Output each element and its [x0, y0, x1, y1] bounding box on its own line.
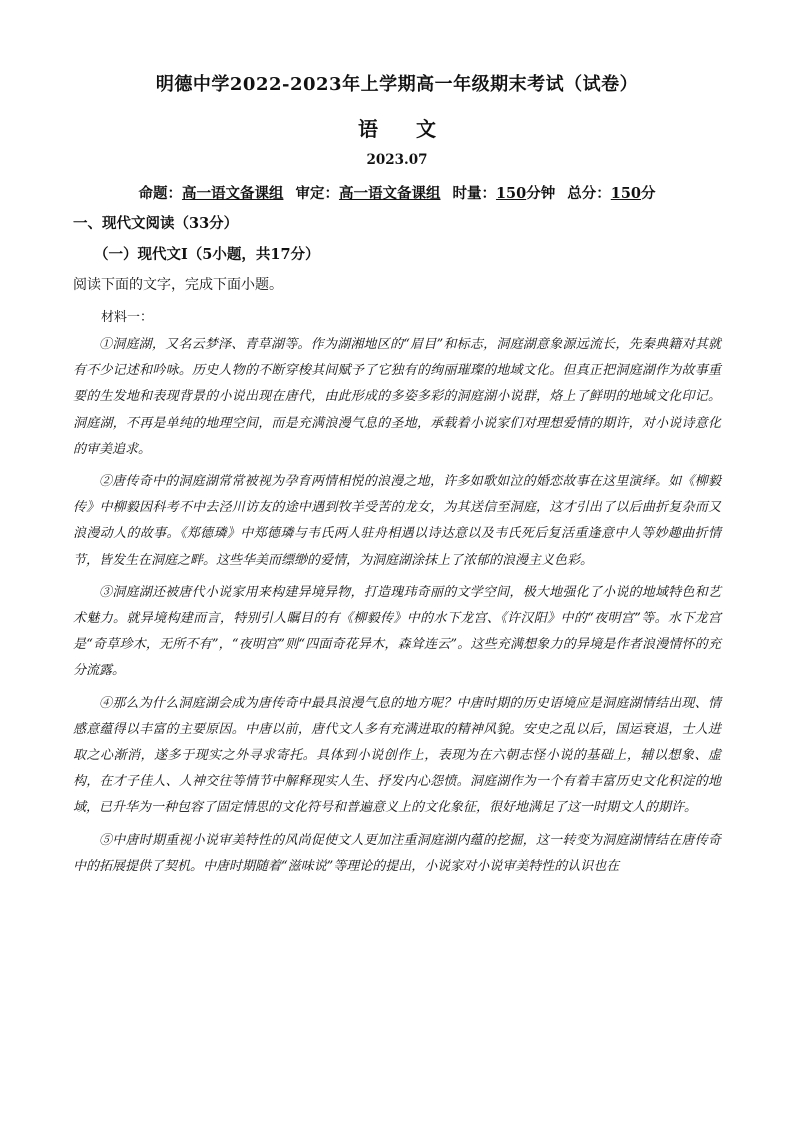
setter-label: 命题：: [138, 185, 182, 202]
subsection-heading: （一）现代文Ⅰ（5小题，共17分）: [94, 246, 320, 263]
paragraph-4: ④那么为什么洞庭湖会成为唐传奇中最具浪漫气息的地方呢？中唐时期的历史语境应是洞庭湖情结出现、情感意蕴得以丰富的主要原因。中唐以前，唐代文人多有充满进取的精神风貌。安史之乱以后，国运衰退，士人进取之心渐消，遂多于现实之外寻求寄托。具体到小说创作上，表现为在六朝志怪小说的基础上，辅以想象、虚构，在才子佳人、人神交往等情节中解释现实人生、抒发内心怨愤。洞庭湖作为一个有着丰富历史文化积淀的地域，已升华为一种包容了固定情思的文化符号和普遍意义上的文化象征，很好地满足了这一时期文人的期许。: [73, 695, 721, 816]
paragraph-3: ③洞庭湖还被唐代小说家用来构建异境异物，打造瑰玮奇丽的文学空间，极大地强化了小说的地域特色和艺术魅力。就异境构建而言，特别引人瞩目的有《柳毅传》中的水下龙宫、《许汉阳》中的“夜明宫”等。水下龙宫是“奇草珍木，无所不有”，“夜明宫”则“四面奇花异木，森耸连云”。这些充满想象力的异境是作者浪漫情怀的充分流露。: [73, 584, 721, 679]
time-value: 150: [495, 185, 527, 202]
reading-instruction: 阅读下面的文字，完成下面小题。: [73, 277, 283, 293]
reviewer-value: 高一语文备课组: [338, 185, 441, 202]
reviewer-label: 审定：: [295, 185, 339, 202]
exam-meta: [0, 182, 794, 203]
subject-char-2: 文: [416, 117, 436, 141]
exam-date: 2023.07: [366, 152, 428, 168]
score-value: 150: [610, 185, 642, 202]
subject-char-1: 语: [358, 117, 378, 141]
score-unit: 分: [641, 185, 656, 202]
time-label: 时量：: [452, 185, 496, 202]
material-label: 材料一：: [101, 310, 154, 325]
paragraph-2: ②唐传奇中的洞庭湖常常被视为孕育两情相悦的浪漫之地，许多如歌如泣的婚恋故事在这里演绎。如《柳毅传》中柳毅因科考不中去泾川访友的途中遇到牧羊受苦的龙女，为其送信至洞庭，这才引出了以后曲折复杂而又浪漫动人的故事。《郑德璘》中郑德璘与韦氏两人驻舟相遇以诗达意以及韦氏死后复活重逢意中人等妙趣曲折情节，皆发生在洞庭之畔。这些华美而缥缈的爱情，为洞庭湖涂抹上了浓郁的浪漫主义色彩。: [73, 474, 721, 568]
setter-value: 高一语文备课组: [181, 185, 284, 202]
passage-body: [73, 332, 721, 886]
paragraph-5: ⑤中唐时期重视小说审美特性的风尚促使文人更加注重洞庭湖内蕴的挖掘，这一转变为洞庭湖情结在唐传奇中的拓展提供了契机。中唐时期随着“滋味说”等理论的提出，小说家对小说审美特性的认识也在: [73, 832, 721, 874]
score-label: 总分：: [567, 185, 611, 202]
section-heading: 一、现代文阅读（33分）: [73, 215, 239, 232]
time-unit: 分钟: [526, 185, 556, 202]
exam-title: 明德中学2022-2023年上学期高一年级期末考试（试卷）: [155, 74, 639, 95]
paragraph-1: ①洞庭湖，又名云梦泽、青草湖等。作为湖湘地区的“眉目”和标志，洞庭湖意象源远流长，先秦典籍对其就有不少记述和吟咏。历史人物的不断穿梭其间赋予了它独有的绚丽璀璨的地域文化。但真正把洞庭湖作为故事重要的生发地和表现背景的小说出现在唐代，由此形成的多姿多彩的洞庭湖小说群，烙上了鲜明的地域文化印记。洞庭湖，不再是单纯的地理空间，而是充满浪漫气息的圣地，承载着小说家们对理想爱情的期许，对小说诗意化的审美追求。: [73, 337, 721, 457]
subject-heading: [0, 113, 794, 142]
